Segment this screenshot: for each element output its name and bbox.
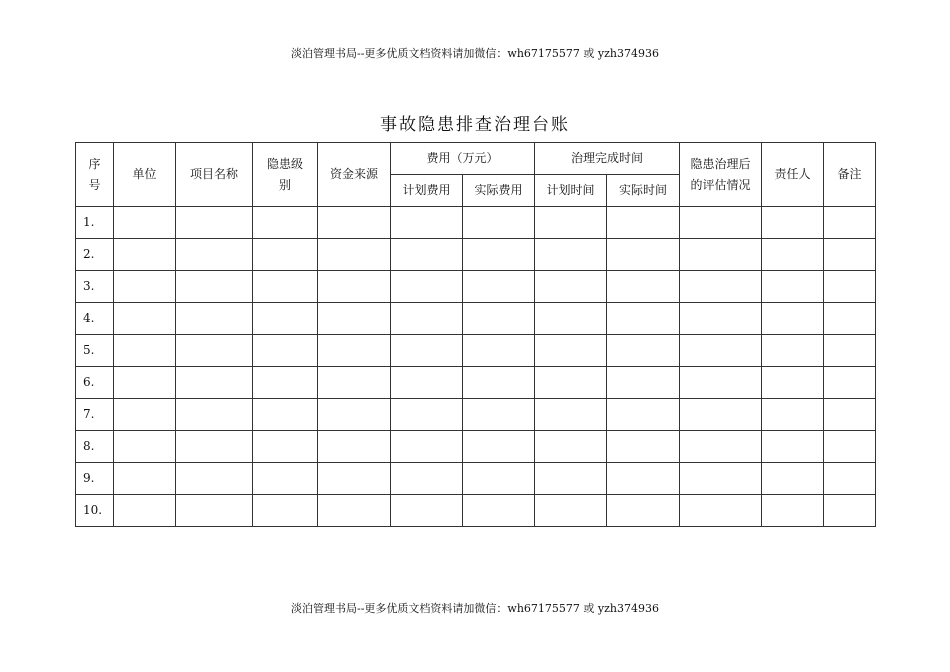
empty-cell bbox=[318, 495, 391, 527]
empty-cell bbox=[607, 303, 680, 335]
table-row bbox=[76, 431, 876, 463]
empty-cell bbox=[680, 271, 762, 303]
row-number: 9. bbox=[76, 463, 114, 495]
empty-cell bbox=[824, 367, 876, 399]
empty-cell bbox=[762, 399, 824, 431]
empty-cell bbox=[535, 495, 607, 527]
empty-cell bbox=[176, 335, 253, 367]
empty-cell bbox=[318, 399, 391, 431]
empty-cell bbox=[762, 367, 824, 399]
table-row bbox=[76, 399, 876, 431]
empty-cell bbox=[824, 463, 876, 495]
table-row bbox=[76, 367, 876, 399]
empty-cell bbox=[824, 239, 876, 271]
col-header-actual-time: 实际时间 bbox=[607, 175, 680, 207]
empty-cell bbox=[318, 239, 391, 271]
empty-cell bbox=[176, 271, 253, 303]
empty-cell bbox=[391, 431, 463, 463]
empty-cell bbox=[607, 271, 680, 303]
empty-cell bbox=[114, 271, 176, 303]
empty-cell bbox=[463, 367, 535, 399]
col-header-level-line1: 隐患级 bbox=[266, 156, 303, 171]
empty-cell bbox=[680, 431, 762, 463]
empty-cell bbox=[607, 399, 680, 431]
empty-cell bbox=[463, 271, 535, 303]
empty-cell bbox=[680, 463, 762, 495]
empty-cell bbox=[535, 463, 607, 495]
empty-cell bbox=[176, 399, 253, 431]
footer-note: 淡泊管理书局--更多优质文档资料请加微信：wh67175577 或 yzh374936 bbox=[291, 602, 659, 615]
col-header-seq-line1: 序 bbox=[88, 156, 101, 171]
empty-cell bbox=[762, 271, 824, 303]
empty-cell bbox=[253, 207, 318, 239]
col-header-actual-cost: 实际费用 bbox=[463, 175, 535, 207]
empty-cell bbox=[253, 271, 318, 303]
empty-cell bbox=[114, 431, 176, 463]
empty-cell bbox=[253, 335, 318, 367]
col-header-level bbox=[253, 143, 318, 207]
col-header-remarks: 备注 bbox=[824, 143, 876, 207]
empty-cell bbox=[253, 303, 318, 335]
empty-cell bbox=[176, 463, 253, 495]
empty-cell bbox=[607, 463, 680, 495]
col-header-planned-time: 计划时间 bbox=[535, 175, 607, 207]
empty-cell bbox=[114, 207, 176, 239]
empty-cell bbox=[535, 431, 607, 463]
col-header-cost-group: 费用（万元） bbox=[391, 143, 535, 175]
col-header-seq bbox=[76, 143, 114, 207]
empty-cell bbox=[253, 367, 318, 399]
empty-cell bbox=[318, 335, 391, 367]
empty-cell bbox=[114, 303, 176, 335]
row-number: 3. bbox=[76, 271, 114, 303]
empty-cell bbox=[824, 335, 876, 367]
empty-cell bbox=[680, 495, 762, 527]
empty-cell bbox=[176, 367, 253, 399]
row-number: 5. bbox=[76, 335, 114, 367]
empty-cell bbox=[607, 367, 680, 399]
row-number: 7. bbox=[76, 399, 114, 431]
col-header-evaluation-line1: 隐患治理后 bbox=[690, 156, 751, 171]
empty-cell bbox=[253, 399, 318, 431]
empty-cell bbox=[318, 271, 391, 303]
empty-cell bbox=[463, 463, 535, 495]
empty-cell bbox=[176, 495, 253, 527]
col-header-evaluation-line2: 的评估情况 bbox=[690, 177, 751, 192]
empty-cell bbox=[680, 239, 762, 271]
empty-cell bbox=[824, 207, 876, 239]
empty-cell bbox=[391, 367, 463, 399]
empty-cell bbox=[762, 207, 824, 239]
empty-cell bbox=[253, 431, 318, 463]
header-row-1 bbox=[76, 143, 876, 175]
empty-cell bbox=[318, 463, 391, 495]
table-row bbox=[76, 335, 876, 367]
empty-cell bbox=[680, 399, 762, 431]
empty-cell bbox=[391, 399, 463, 431]
empty-cell bbox=[824, 399, 876, 431]
empty-cell bbox=[391, 207, 463, 239]
empty-cell bbox=[463, 335, 535, 367]
document-title: 事故隐患排查治理台账 bbox=[380, 115, 570, 135]
empty-cell bbox=[318, 367, 391, 399]
empty-cell bbox=[253, 239, 318, 271]
empty-cell bbox=[391, 303, 463, 335]
empty-cell bbox=[114, 367, 176, 399]
col-header-seq-line2: 号 bbox=[88, 177, 101, 192]
empty-cell bbox=[607, 335, 680, 367]
empty-cell bbox=[535, 303, 607, 335]
col-header-fund-source: 资金来源 bbox=[318, 143, 391, 207]
empty-cell bbox=[114, 399, 176, 431]
empty-cell bbox=[824, 271, 876, 303]
empty-cell bbox=[318, 431, 391, 463]
empty-cell bbox=[824, 431, 876, 463]
empty-cell bbox=[463, 239, 535, 271]
table-row bbox=[76, 239, 876, 271]
col-header-responsible: 责任人 bbox=[762, 143, 824, 207]
empty-cell bbox=[253, 495, 318, 527]
empty-cell bbox=[391, 495, 463, 527]
empty-cell bbox=[535, 367, 607, 399]
col-header-planned-cost: 计划费用 bbox=[391, 175, 463, 207]
empty-cell bbox=[463, 303, 535, 335]
empty-cell bbox=[535, 399, 607, 431]
empty-cell bbox=[762, 463, 824, 495]
table-row bbox=[76, 495, 876, 527]
row-number: 10. bbox=[76, 495, 114, 527]
empty-cell bbox=[253, 463, 318, 495]
empty-cell bbox=[114, 495, 176, 527]
empty-cell bbox=[463, 431, 535, 463]
empty-cell bbox=[114, 239, 176, 271]
empty-cell bbox=[463, 207, 535, 239]
empty-cell bbox=[680, 207, 762, 239]
empty-cell bbox=[762, 335, 824, 367]
empty-cell bbox=[680, 303, 762, 335]
table-row bbox=[76, 207, 876, 239]
col-header-level-line2: 别 bbox=[278, 177, 291, 192]
table-row bbox=[76, 303, 876, 335]
empty-cell bbox=[176, 207, 253, 239]
empty-cell bbox=[463, 495, 535, 527]
empty-cell bbox=[824, 495, 876, 527]
empty-cell bbox=[607, 207, 680, 239]
empty-cell bbox=[607, 431, 680, 463]
row-number: 4. bbox=[76, 303, 114, 335]
col-header-project: 项目名称 bbox=[176, 143, 253, 207]
col-header-unit: 单位 bbox=[114, 143, 176, 207]
col-header-time-group: 治理完成时间 bbox=[535, 143, 680, 175]
empty-cell bbox=[680, 335, 762, 367]
empty-cell bbox=[114, 463, 176, 495]
row-number: 1. bbox=[76, 207, 114, 239]
empty-cell bbox=[318, 207, 391, 239]
row-number: 8. bbox=[76, 431, 114, 463]
row-number: 6. bbox=[76, 367, 114, 399]
empty-cell bbox=[607, 495, 680, 527]
row-number: 2. bbox=[76, 239, 114, 271]
empty-cell bbox=[114, 335, 176, 367]
empty-cell bbox=[176, 303, 253, 335]
empty-cell bbox=[391, 463, 463, 495]
empty-cell bbox=[535, 271, 607, 303]
empty-cell bbox=[391, 335, 463, 367]
empty-cell bbox=[463, 399, 535, 431]
empty-cell bbox=[176, 431, 253, 463]
ledger-body bbox=[76, 207, 876, 527]
empty-cell bbox=[176, 239, 253, 271]
table-row bbox=[76, 463, 876, 495]
empty-cell bbox=[762, 239, 824, 271]
col-header-evaluation bbox=[680, 143, 762, 207]
empty-cell bbox=[535, 335, 607, 367]
empty-cell bbox=[535, 239, 607, 271]
empty-cell bbox=[391, 239, 463, 271]
empty-cell bbox=[391, 271, 463, 303]
empty-cell bbox=[762, 303, 824, 335]
empty-cell bbox=[607, 239, 680, 271]
table-row bbox=[76, 271, 876, 303]
empty-cell bbox=[318, 303, 391, 335]
hazard-ledger-table bbox=[75, 142, 876, 527]
empty-cell bbox=[680, 367, 762, 399]
empty-cell bbox=[824, 303, 876, 335]
empty-cell bbox=[762, 431, 824, 463]
empty-cell bbox=[762, 495, 824, 527]
header-note: 淡泊管理书局--更多优质文档资料请加微信：wh67175577 或 yzh374936 bbox=[291, 47, 659, 60]
empty-cell bbox=[535, 207, 607, 239]
